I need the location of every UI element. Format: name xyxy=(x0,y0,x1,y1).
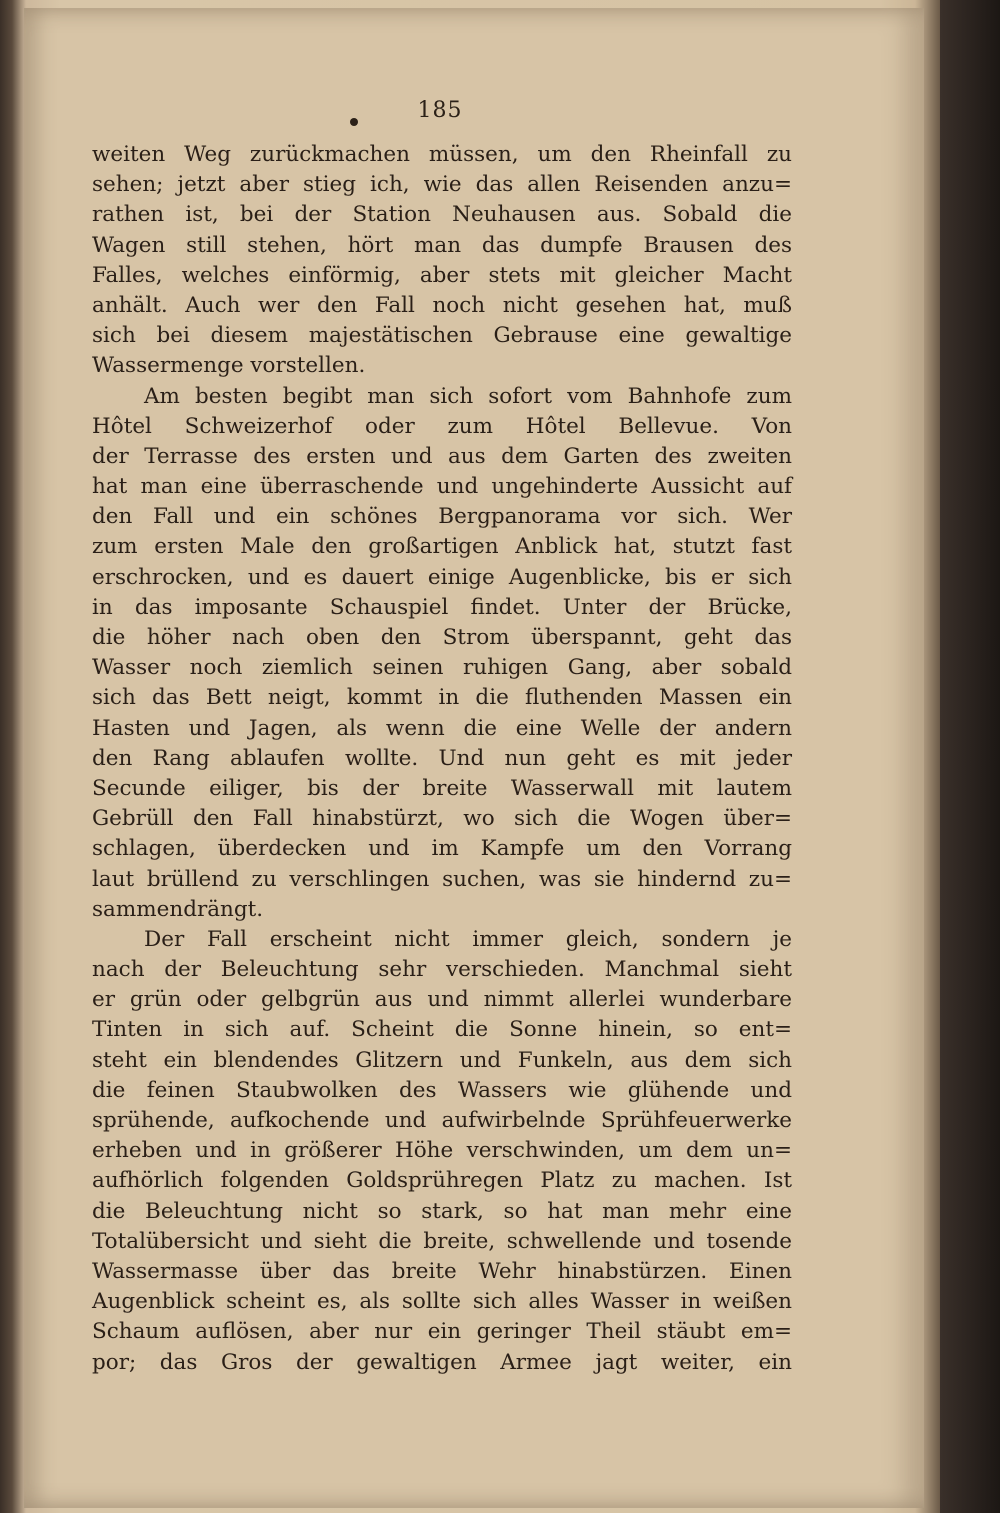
text-line: Totalübersicht und sieht die breite, schwellende und tosende xyxy=(92,1228,792,1254)
text-line: Secunde eiliger, bis der breite Wasserwall mit lautem xyxy=(92,775,792,801)
text-line: die feinen Staubwolken des Wassers wie glühende und xyxy=(92,1077,792,1103)
text-line: die Beleuchtung nicht so stark, so hat man mehr eine xyxy=(92,1198,792,1224)
text-line: erschrocken, und es dauert einige Augenblicke, bis er sich xyxy=(92,564,792,590)
text-line: erheben und in größerer Höhe verschwinden, um dem un= xyxy=(92,1138,792,1164)
text-line: der Terrasse des ersten und aus dem Garten des zweiten xyxy=(92,443,792,469)
text-line: hat man eine überraschende und ungehinderte Aussicht auf xyxy=(92,474,792,500)
text-line: Augenblick scheint es, als sollte sich alles Wasser in weißen xyxy=(92,1289,792,1315)
text-line: por; das Gros der gewaltigen Armee jagt weiter, ein xyxy=(92,1349,792,1375)
text-line: Der Fall erscheint nicht immer gleich, sondern je xyxy=(144,926,792,952)
text-line: Wasser noch ziemlich seinen ruhigen Gang, aber sobald xyxy=(92,655,792,681)
text-line: Hasten und Jagen, als wenn die eine Welle der andern xyxy=(92,715,792,741)
text-line: Gebrüll den Fall hinabstürzt, wo sich die Wogen über= xyxy=(92,806,792,832)
text-line: schlagen, überdecken und im Kampfe um den Vorrang xyxy=(92,836,792,862)
text-line: Falles, welches einförmig, aber stets mit gleicher Macht xyxy=(92,262,792,288)
text-line: Am besten begibt man sich sofort vom Bahnhofe zum xyxy=(144,383,792,409)
text-line: er grün oder gelbgrün aus und nimmt allerlei wunderbare xyxy=(92,987,792,1013)
text-line: sammendrängt. xyxy=(92,896,264,922)
text-line: sich das Bett neigt, kommt in die fluthenden Massen ein xyxy=(92,685,792,711)
text-line: Hôtel Schweizerhof oder zum Hôtel Bellevue. Von xyxy=(92,413,792,439)
ink-dot xyxy=(350,118,358,126)
text-line: Wassermenge vorstellen. xyxy=(92,353,366,379)
text-line: Tinten in sich auf. Scheint die Sonne hinein, so ent= xyxy=(92,1017,792,1043)
book-spine-edge xyxy=(940,0,1000,1513)
text-line: in das imposante Schauspiel findet. Unter der Brücke, xyxy=(92,594,792,620)
text-line: den Fall und ein schönes Bergpanorama vor sich. Wer xyxy=(92,504,792,530)
text-line: weiten Weg zurückmachen müssen, um den Rheinfall zu xyxy=(92,142,792,167)
text-line: nach der Beleuchtung sehr verschieden. Manchmal sieht xyxy=(92,957,792,983)
text-line: Wassermasse über das breite Wehr hinabstürzen. Einen xyxy=(92,1258,792,1284)
text-line: zum ersten Male den großartigen Anblick hat, stutzt fast xyxy=(92,534,792,560)
text-line: Schaum auflösen, aber nur ein geringer Theil stäubt em= xyxy=(92,1319,792,1345)
text-line: Wagen still stehen, hört man das dumpfe Brausen des xyxy=(92,232,792,258)
body-text xyxy=(92,140,792,1378)
text-line: sehen; jetzt aber stieg ich, wie das allen Reisenden anzu= xyxy=(92,172,792,198)
text-line: aufhörlich folgenden Goldsprühregen Platz zu machen. Ist xyxy=(92,1168,792,1194)
text-line: rathen ist, bei der Station Neuhausen aus. Sobald die xyxy=(92,202,792,228)
text-line: anhält. Auch wer den Fall noch nicht gesehen hat, muß xyxy=(92,292,792,318)
text-line: sprühende, aufkochende und aufwirbelnde Sprühfeuerwerke xyxy=(92,1108,792,1133)
text-line: den Rang ablaufen wollte. Und nun geht es mit jeder xyxy=(92,745,792,771)
text-line: laut brüllend zu verschlingen suchen, was sie hindernd zu= xyxy=(92,866,792,892)
text-line: steht ein blendendes Glitzern und Funkeln, aus dem sich xyxy=(92,1047,792,1073)
text-line: die höher nach oben den Strom überspannt, geht das xyxy=(92,625,792,650)
page-number: 185 xyxy=(417,98,463,123)
text-line: sich bei diesem majestätischen Gebrause eine gewaltige xyxy=(92,323,792,349)
